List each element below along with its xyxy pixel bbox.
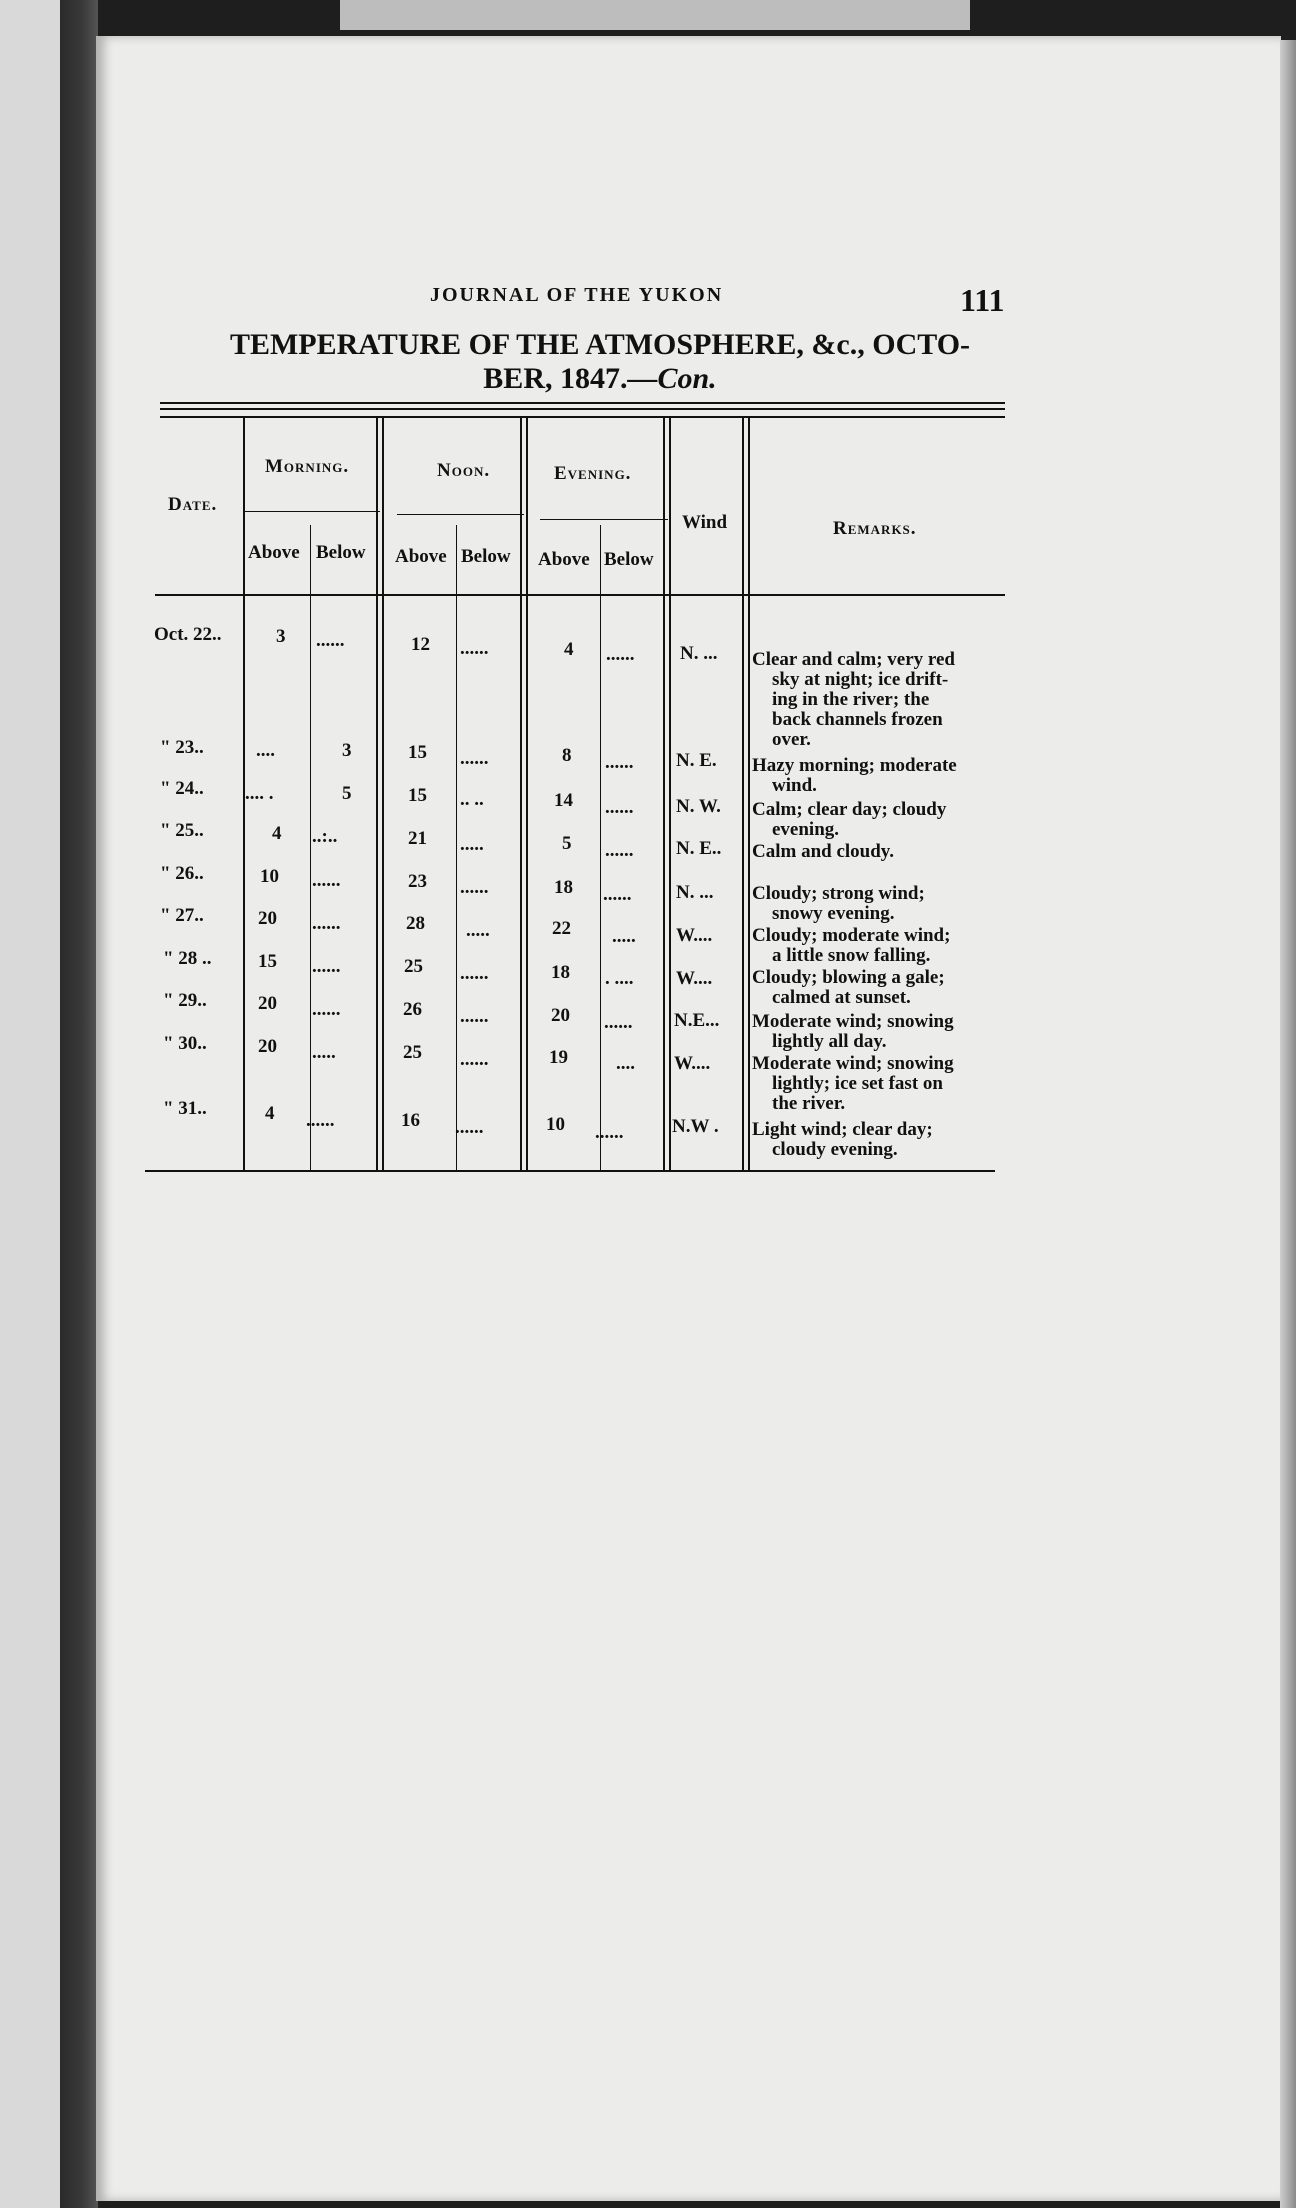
remark-line: cloudy evening. — [772, 1139, 898, 1160]
evening-below: ...... — [605, 752, 634, 773]
evening-below: ...... — [604, 1012, 633, 1033]
wind: N.W . — [672, 1116, 719, 1137]
col-divider-wind-2 — [748, 418, 750, 1170]
row-date: " 30.. — [163, 1033, 207, 1054]
table-title — [210, 328, 990, 396]
remark-line: Calm and cloudy. — [752, 841, 895, 862]
remark-line: lightly; ice set fast on — [772, 1073, 943, 1094]
row-date: " 29.. — [163, 990, 207, 1011]
evening-above: 20 — [551, 1005, 570, 1026]
evening-above: 18 — [551, 962, 570, 983]
morning-below: ..... — [312, 1042, 336, 1063]
evening-below: ...... — [605, 840, 634, 861]
remarks — [752, 756, 1007, 796]
morning-above: 3 — [276, 626, 286, 647]
row-date: Oct. 22.. — [154, 624, 222, 645]
row-date: " 27.. — [160, 905, 204, 926]
noon-above: 16 — [401, 1110, 420, 1131]
col-divider-wind — [742, 418, 744, 1170]
remark-line: Clear and calm; very red — [752, 649, 955, 670]
remark-line: Cloudy; blowing a gale; — [752, 967, 945, 988]
morning-below: ...... — [312, 999, 341, 1020]
row-date: " 26.. — [160, 863, 204, 884]
row-date: " 23.. — [160, 737, 204, 758]
col-header-morning-below: Below — [316, 542, 366, 563]
noon-above: 28 — [406, 913, 425, 934]
col-divider-evening-end-2 — [669, 418, 671, 1170]
evening-below: .... — [616, 1053, 635, 1074]
left-page-edge — [0, 0, 60, 2208]
morning-below: ...... — [306, 1110, 335, 1131]
morning-group-rule — [245, 511, 380, 512]
noon-below: ...... — [455, 1117, 484, 1138]
row-date: " 28 .. — [163, 948, 212, 969]
remark-line: calmed at sunset. — [772, 987, 911, 1008]
morning-below: ...... — [312, 870, 341, 891]
top-rule-triple — [160, 416, 1005, 418]
morning-above: 10 — [260, 866, 279, 887]
col-divider-evening-end — [663, 418, 665, 1170]
morning-below: ...... — [316, 630, 345, 651]
noon-below: ...... — [460, 963, 489, 984]
noon-group-rule — [397, 514, 524, 515]
col-header-evening: Evening. — [554, 463, 632, 484]
noon-below: ...... — [460, 748, 489, 769]
remark-line: snowy evening. — [772, 903, 895, 924]
evening-below: ...... — [605, 797, 634, 818]
remark-line: lightly all day. — [772, 1031, 887, 1052]
remark-line: Light wind; clear day; — [752, 1119, 933, 1140]
remarks — [752, 968, 1007, 1008]
morning-above: 4 — [265, 1103, 275, 1124]
remark-line: Cloudy; strong wind; — [752, 883, 925, 904]
morning-above: 15 — [258, 951, 277, 972]
evening-above: 18 — [554, 877, 573, 898]
remark-line: Moderate wind; snowing — [752, 1011, 954, 1032]
col-divider-morning-end-2 — [382, 418, 384, 1170]
col-divider-evening — [600, 525, 601, 1170]
evening-below: ...... — [603, 884, 632, 905]
top-rule-double — [160, 408, 1005, 410]
morning-above: 4 — [272, 823, 282, 844]
noon-above: 15 — [408, 785, 427, 806]
noon-below: ...... — [460, 638, 489, 659]
row-date: " 25.. — [160, 820, 204, 841]
noon-below: ...... — [460, 1049, 489, 1070]
remark-line: wind. — [772, 775, 817, 796]
morning-above: .... . — [245, 783, 274, 804]
morning-below: ...... — [312, 913, 341, 934]
noon-above: 25 — [404, 956, 423, 977]
morning-below: 5 — [342, 783, 352, 804]
col-divider-morning — [310, 525, 311, 1170]
running-title: JOURNAL OF THE YUKON — [430, 284, 724, 306]
remarks — [752, 1012, 1007, 1052]
remark-line: back channels frozen — [772, 709, 943, 730]
remark-line: Cloudy; moderate wind; — [752, 925, 951, 946]
remarks — [752, 884, 1007, 924]
header-bottom-rule — [155, 594, 1005, 596]
noon-below: .. .. — [460, 789, 484, 810]
evening-above: 5 — [562, 833, 572, 854]
bottom-rule — [145, 1170, 995, 1172]
morning-above: 20 — [258, 993, 277, 1014]
remarks — [752, 842, 1007, 862]
morning-below: ...... — [312, 956, 341, 977]
remark-line: ing in the river; the — [772, 689, 930, 710]
title-continued: —Con. — [627, 362, 717, 395]
remark-line: Calm; clear day; cloudy — [752, 799, 947, 820]
morning-above: 20 — [258, 908, 277, 929]
remark-line: evening. — [772, 819, 840, 840]
evening-group-rule — [540, 519, 668, 520]
wind: N. E. — [676, 750, 717, 771]
remarks — [752, 1054, 1007, 1114]
evening-below: ..... — [612, 926, 636, 947]
noon-above: 21 — [408, 828, 427, 849]
noon-below: ...... — [460, 1006, 489, 1027]
wind: N. ... — [680, 643, 718, 664]
remarks — [752, 1120, 1007, 1160]
wind: W.... — [676, 925, 713, 946]
morning-above: 20 — [258, 1036, 277, 1057]
evening-above: 4 — [564, 639, 574, 660]
col-header-evening-above: Above — [538, 549, 590, 570]
remark-line: Moderate wind; snowing — [752, 1053, 954, 1074]
evening-below: ...... — [595, 1122, 624, 1143]
wind: N. E.. — [676, 838, 722, 859]
remark-line: sky at night; ice drift- — [772, 669, 949, 690]
row-date: " 31.. — [163, 1098, 207, 1119]
remarks — [752, 650, 1007, 750]
title-line-1: TEMPERATURE OF THE ATMOSPHERE, &c., OCTO- — [229, 328, 971, 361]
evening-below: ...... — [606, 644, 635, 665]
top-rule — [160, 402, 1005, 404]
wind: N. W. — [676, 796, 721, 817]
col-header-morning: Morning. — [265, 456, 350, 477]
remark-line: a little snow falling. — [772, 945, 931, 966]
wind: N.E... — [674, 1010, 720, 1031]
wind: W.... — [676, 968, 713, 989]
remarks — [752, 926, 1007, 966]
top-page-strip — [340, 0, 970, 30]
noon-below: ..... — [466, 920, 490, 941]
morning-above: .... — [256, 740, 275, 761]
col-header-wind: Wind — [682, 512, 728, 533]
col-divider-noon-end — [520, 418, 522, 1170]
remark-line: the river. — [772, 1093, 846, 1114]
morning-below: ..:.. — [312, 826, 338, 847]
col-header-morning-above: Above — [248, 542, 300, 563]
remark-line: Hazy morning; moderate — [752, 755, 957, 776]
col-header-evening-below: Below — [604, 549, 654, 570]
noon-below: ..... — [460, 834, 484, 855]
evening-below: . .... — [605, 968, 634, 989]
noon-above: 15 — [408, 742, 427, 763]
morning-below: 3 — [342, 740, 352, 761]
evening-above: 19 — [549, 1047, 568, 1068]
evening-above: 8 — [562, 745, 572, 766]
col-divider-noon-end-2 — [526, 418, 528, 1170]
show-through-text — [170, 1180, 175, 1201]
remark-line: over. — [772, 729, 811, 750]
title-year: BER, 1847. — [483, 362, 628, 395]
col-header-noon-above: Above — [395, 546, 447, 567]
col-header-remarks: Remarks. — [833, 518, 917, 539]
evening-above: 10 — [546, 1114, 565, 1135]
noon-above: 12 — [411, 634, 430, 655]
noon-above: 25 — [403, 1042, 422, 1063]
noon-above: 23 — [408, 871, 427, 892]
row-date: " 24.. — [160, 778, 204, 799]
title-line-2 — [210, 362, 990, 396]
noon-above: 26 — [403, 999, 422, 1020]
noon-below: ...... — [460, 877, 489, 898]
page-number: 111 — [960, 282, 1005, 318]
remarks — [752, 800, 1007, 840]
right-page-edge — [1280, 40, 1296, 2208]
evening-above: 22 — [552, 918, 571, 939]
col-header-date: Date. — [168, 494, 218, 515]
col-header-noon: Noon. — [437, 460, 491, 481]
wind: W.... — [674, 1053, 711, 1074]
col-divider-noon — [456, 525, 457, 1170]
col-header-noon-below: Below — [461, 546, 511, 567]
evening-above: 14 — [554, 790, 573, 811]
col-divider-morning-end — [376, 418, 378, 1170]
wind: N. ... — [676, 882, 714, 903]
book-gutter — [60, 0, 98, 2208]
